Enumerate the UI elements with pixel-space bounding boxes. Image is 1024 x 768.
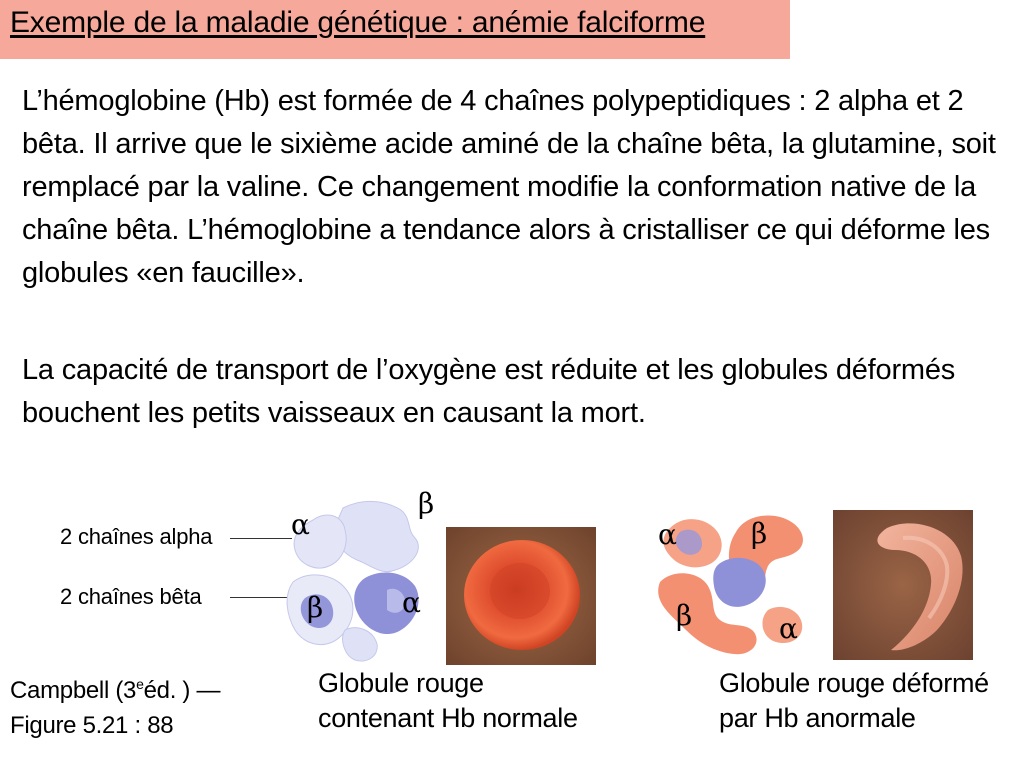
caption-sickle-cell: Globule rouge déformé par Hb anormale bbox=[719, 668, 989, 733]
reference-citation: Campbell (3eéd. ) — Figure 5.21 : 88 bbox=[10, 676, 221, 739]
greek-beta-sickle-bottom-left: β bbox=[676, 599, 693, 632]
caption-normal-cell: Globule rouge contenant Hb normale bbox=[318, 668, 578, 733]
greek-beta-bottom-left: β bbox=[307, 591, 324, 624]
label-alpha-chains: 2 chaînes alpha bbox=[60, 524, 213, 549]
greek-beta-sickle-top-right: β bbox=[751, 517, 768, 550]
slide-title: Exemple de la maladie génétique : anémie falciforme bbox=[10, 6, 706, 39]
greek-alpha-sickle-bottom-right: α bbox=[779, 612, 798, 645]
paragraph-hemoglobin: L’hémoglobine (Hb) est formée de 4 chaînes polypeptidiques : 2 alpha et 2 bêta. Il arrive que le sixième acide aminé de la chaîne bêta, la glutamine, soit remplacé par la valine. Ce changement modifie la conformation native de la chaîne bêta. L’hémoglobine a tendance alors à cristalliser ce qui déforme les globules «en faucille». bbox=[22, 85, 996, 289]
paragraph-consequences: La capacité de transport de l’oxygène est réduite et les globules déformés bouchent les petits vaisseaux en causant la mort. bbox=[22, 354, 956, 429]
sickle-red-blood-cell-photo bbox=[833, 510, 973, 660]
normal-red-blood-cell-photo bbox=[446, 527, 596, 665]
greek-alpha-sickle-top-left: α bbox=[658, 518, 677, 551]
title-banner bbox=[0, 0, 790, 59]
label-beta-chains: 2 chaînes bêta bbox=[60, 584, 202, 609]
greek-beta-top-right: β bbox=[418, 487, 435, 520]
greek-alpha-bottom-right: α bbox=[402, 586, 421, 619]
greek-alpha-top-left: α bbox=[291, 508, 310, 541]
